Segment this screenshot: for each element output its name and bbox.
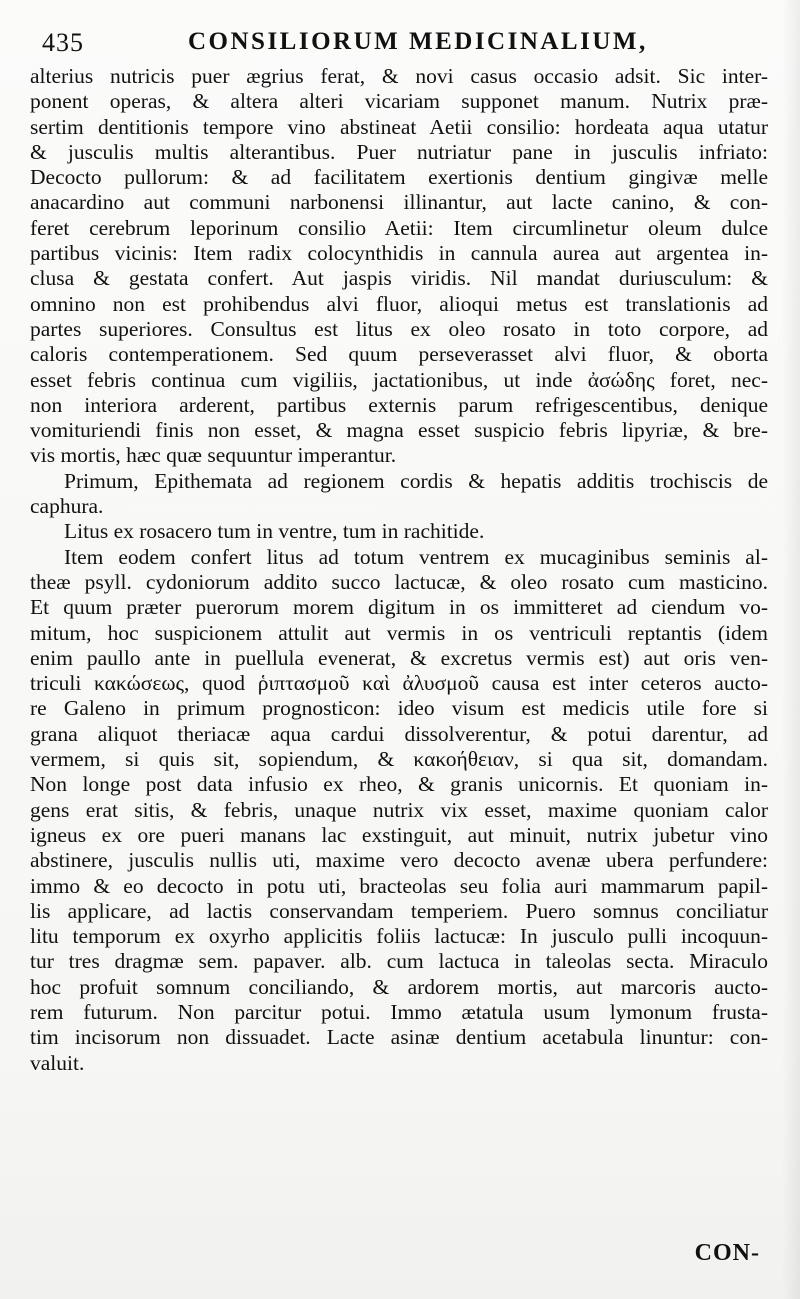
text-line: alterius nutricis puer ægrius ferat, & novi casus occasio adsit. Sic inter- <box>30 64 768 88</box>
text-line: partibus vicinis: Item radix colocynthidis in cannula aurea aut argentea in- <box>30 241 768 266</box>
text-line: Decocto pullorum: & ad facilitatem exertionis dentium gingivæ melle <box>30 165 768 190</box>
text-line: anacardino aut communi narbonensi illinantur, aut lacte canino, & con- <box>30 190 768 215</box>
text-line: litu temporum ex oxyrho applicitis foliis lactucæ: In jusculo pulli incoquun- <box>30 924 768 949</box>
text-line: mitum, hoc suspicionem attulit aut vermis in os ventriculi reptantis (idem <box>30 620 768 645</box>
text-line: Item eodem confert litus ad totum ventrem ex mucaginibus seminis al- <box>64 544 768 569</box>
text-line: feret cerebrum leporinum consilio Aetii: Item circumlinetur oleum dulce <box>30 215 768 240</box>
text-line: caloris contemperationem. Sed quum perseverasset alvi fluor, & oborta <box>30 342 768 367</box>
text-line: igneus ex ore pueri manans lac exstinguit, aut minuit, nutrix jubetur vino <box>30 822 768 847</box>
text-line: Non longe post data infusio ex rheo, & granis unicornis. Et quoniam in- <box>30 772 768 797</box>
text-line: vis mortis, hæc quæ sequuntur imperantur. <box>30 443 397 468</box>
text-line: gens erat sitis, & febris, unaque nutrix vix esset, maxime quoniam calor <box>30 797 768 822</box>
text-line: grana aliquot theriacæ aqua cardui dissolverentur, & potui darentur, ad <box>30 721 768 746</box>
text-line: & jusculis multis alterantibus. Puer nutriatur pane in jusculis infriato: <box>30 139 768 164</box>
text-line: Litus ex rosacero tum in ventre, tum in rachitide. <box>64 519 485 544</box>
text-line: enim paullo ante in puellula evenerat, & excretus vermis est) aut oris ven- <box>30 645 768 670</box>
catchword: CON- <box>694 1240 760 1266</box>
text-line: vomituriendi finis non esset, & magna esset suspicio febris lipyriæ, & bre- <box>30 418 768 443</box>
text-line: triculi κακώσεως, quod ῥιπτασμοῦ καὶ ἀλυσμοῦ causa est inter ceteros aucto- <box>30 671 768 696</box>
text-line: esset febris continua cum vigiliis, jactationibus, ut inde ἀσώδης foret, nec- <box>30 367 768 392</box>
text-line: omnino non est prohibendus alvi fluor, alioqui metus est translationis ad <box>30 291 768 316</box>
text-line: lis applicare, ad lactis conservandam temperiem. Puero somnus conciliatur <box>30 898 768 923</box>
body-text <box>30 64 768 1076</box>
text-line: tur tres dragmæ sem. papaver. alb. cum lactuca in taleolas secta. Miraculo <box>30 949 768 974</box>
text-line: abstinere, jusculis nullis uti, maxime vero decocto avenæ ubera perfundere: <box>30 848 768 873</box>
text-line: hoc profuit somnum conciliando, & ardorem mortis, aut marcoris aucto- <box>30 974 768 999</box>
text-line: ponent operas, & altera alteri vicariam supponet manum. Nutrix præ- <box>30 89 768 114</box>
text-line: clusa & gestata confert. Aut jaspis viridis. Nil mandat duriusculum: & <box>30 266 768 291</box>
text-line: Primum, Epithemata ad regionem cordis & hepatis additis trochiscis de <box>64 468 768 493</box>
text-line: Et quum præter puerorum morem digitum in os immitteret ad ciendum vo- <box>30 595 768 620</box>
page-header <box>30 22 770 62</box>
page-edge-shadow <box>782 0 800 1299</box>
text-line: valuit. <box>30 1050 85 1075</box>
text-line: partes superiores. Consultus est litus ex oleo rosato in toto corpore, ad <box>30 316 768 341</box>
page-number: 435 <box>42 28 84 57</box>
text-line: non interiora arderent, partibus externis parum refrigescentibus, denique <box>30 392 768 417</box>
text-line: re Galeno in primum prognosticon: ideo visum est medicis utile fore si <box>30 696 768 721</box>
text-line: theæ psyll. cydoniorum addito succo lactucæ, & oleo rosato cum masticino. <box>30 569 768 594</box>
text-line: vermem, si quis sit, sopiendum, & κακοήθειαν, si qua sit, domandam. <box>30 747 768 772</box>
text-line: tim incisorum non dissuadet. Lacte asinæ dentium acetabula linuntur: con- <box>30 1025 768 1050</box>
running-title: CONSILIORUM MEDICINALIUM, <box>188 28 648 55</box>
text-line: immo & eo decocto in potu uti, bracteolas seu folia auri mammarum papil- <box>30 873 768 898</box>
text-line: caphura. <box>30 494 104 519</box>
text-line: sertim dentitionis tempore vino abstineat Aetii consilio: hordeata aqua utatur <box>30 114 768 139</box>
text-line: rem futurum. Non parcitur potui. Immo ætatula usum lymonum frusta- <box>30 999 768 1024</box>
